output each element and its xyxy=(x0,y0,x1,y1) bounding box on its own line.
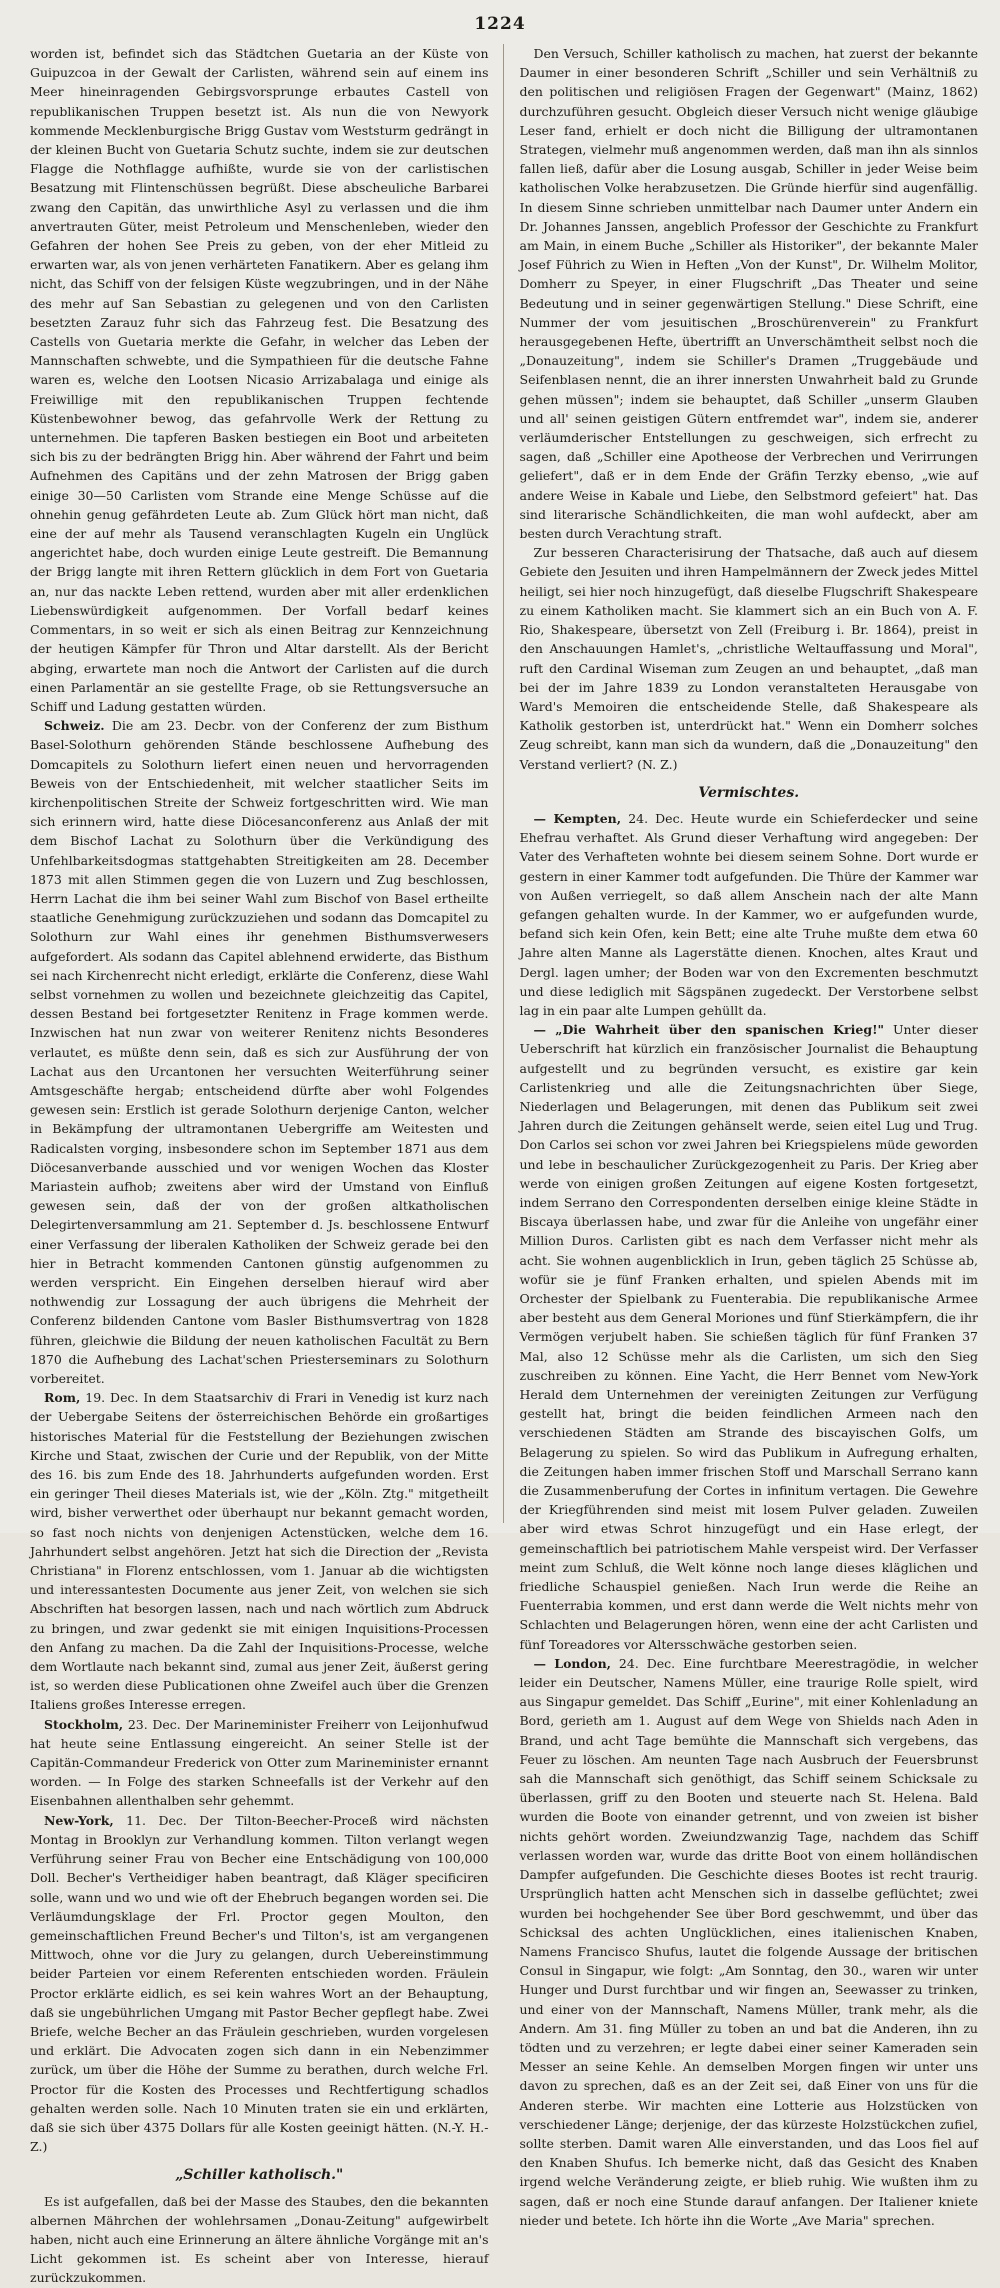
schiller-continuation: Den Versuch, Schiller katholisch zu machen, hat zuerst der bekannte Daumer in einer besonderen Schrift „Schiller und sein Verhältniß zu den politischen und religiösen Fragen der Gegenwart" (Mainz, 1862) durchzuführen gesucht. Obgleich dieser Versuch nicht wenige gläubige Leser fand, erhielt er doch nicht die Billigung der ultramontanen Strategen, vielmehr muß angenommen werden, daß man ihn als sinnlos fallen ließ, dafür aber die Losung ausgab, Schiller in jeder Weise beim katholischen Volke herabzusetzen. Die Gründe hierfür sind augenfällig. In diesem Sinne schrieben unmittelbar nach Daumer unter Andern ein Dr. Johannes Janssen, angeblich Professor der Geschichte zu Frankfurt am Main, in einem Buche „Schiller als Historiker", der bekannte Maler Josef Führich zu Wien in Heften „Von der Kunst", Dr. Wilhelm Molitor, Domherr zu Speyer, in einer Flugschrift „Das Theater und seine Bedeutung und in seiner gegenwärtigen Stellung." Diese Schrift, eine Nummer der vom jesuitischen „Broschürenverein" zu Frankfurt herausgegebenen Hefte, übertrifft an Unverschämtheit selbst noch die „Donauzeitung", indem sie Schiller's Dramen „Truggebäude und Seifenblasen nennt, die an ihrer innersten Unwahrheit bald zu Grunde gehen müssen"; indem sie behauptet, daß Schiller „unserm Glauben und all' seinen geistigen Gütern entfremdet war", indem sie, anderer verläumderischer Entstellungen zu geschweigen, sich erfrecht zu sagen, daß „Schiller eine Apotheose der Verbrechen und Verirrungen geliefert", daß er in dem Ende der Gräfin Terzky ebenso, „wie auf andere Weise in Kabale und Liebe, den Selbstmord gefeiert" hat. Das sind literarische Schändlichkeiten, die man wohl aufdeckt, aber am besten durch Verachtung straft. xyxy=(519,46,978,542)
wahrheit-text: Unter dieser Ueberschrift hat kürzlich ein französischer Journalist die Behauptung aufgestellt und zu begründen versucht, es existire gar kein Carlistenkrieg und alle die Zeitungsnachrichten über Siege, Niederlagen und Belagerungen, mit denen das Publikum seit zwei Jahren durch die Zeitungen gehänselt werde, seien eitel Lug und Trug. Don Carlos sei schon vor zwei Jahren bei Kriegspielens müde geworden und lebe in beschaulicher Zurückgezogenheit zu Paris. Der Krieg aber werde von einigen großen Zeitungen auf eigene Kosten fortgesetzt, indem Serrano den Correspondenten derselben einige kleine Städte in Biscaya überlassen habe, und zwar für die Anleihe von ungefähr einer Million Duros. Carlisten gibt es nach dem Verfasser nicht mehr als acht. Sie wohnen augenblicklich in Irun, geben täglich 25 Schüsse ab, wofür sie je fünf Franken erhalten, und spielen Abends mit im Orchester der Spielbank zu Fuenterabia. Die republikanische Armee aber besteht aus dem General Moriones und fünf Stierkämpfern, die ihr Vermögen verjubelt haben. Sie schießen täglich für fünf Franken 37 Mal, also 12 Schüsse mehr als die Carlisten, um sich den Sieg zuschreiben zu können. Eine Yacht, die Herr Bennet vom New-York Herald dem Unternehmen der vereinigten Zeitungen zur Verfügung gestellt hat, bringt die beiden feindlichen Armeen nach den verschiedenen Städten am Strande des biscayischen Golfs, um Belagerung zu spielen. So wird das Publikum in Aufregung erhalten, die Zeitungen haben immer frischen Stoff und Marschall Serrano kann die Zusammenberufung der Cortes in infinitum vertagen. Die Gewehre der Kriegführenden sind meist mit losem Pulver geladen. Zuweilen aber wird etwas Schrot hinzugefügt und ein Hase erlegt, der gemeinschaftlich bei patriotischem Mahle verspeist wird. Der Verfasser meint zum Schluß, die Welt könne noch lange dieses kläglichen und friedliche Schauspiel genießen. Nach Irun werde die Reihe an Fuenterrabia kommen, und erst dann werde die Welt nichts mehr von Schlachten und Belagerungen hören, wenn eine der acht Carlisten und fünf Toreadores vor Altersschwäche gestorben seien. xyxy=(519,1022,978,1652)
london-text: 24. Dec. Eine furchtbare Meerestragödie, in welcher leider ein Deutscher, Namens Müller, eine traurige Rolle spielt, wird aus Singapur gemeldet. Das Schiff „Eurine", mit einer Kohlenladung an Bord, gerieth am 1. August auf dem Wege von Shields nach Aden in Brand, und acht Tage bemühte die Mannschaft sich vergebens, das Feuer zu löschen. Am neunten Tage nach Ausbruch der Feuersbrunst sah die Mannschaft sich genöthigt, das Schiff seinem Schicksale zu überlassen, griff zu den Booten und steuerte nach St. Helena. Bald wurden die Boote von einander getrennt, und von zweien ist bisher nichts gehört worden. Zweiundzwanzig Tage, nachdem das Schiff verlassen worden war, wurde das dritte Boot von einem holländischen Dampfer aufgefunden. Die Geschichte dieses Bootes ist recht traurig. Ursprünglich hatten acht Menschen sich in dasselbe geflüchtet; zwei wurden bei hochgehender See über Bord geschwemmt, und über das Schicksal des achten Unglücklichen, eines italienischen Knaben, Namens Francisco Shufus, lautet die folgende Aussage der britischen Consul in Singapur, wie folgt: „Am Sonntag, den 30., waren wir unter Hunger und Durst furchtbar und wir fingen an, Seewasser zu trinken, und einer von der Mannschaft, Namens Müller, trank mehr, als die Andern. Am 31. fing Müller zu toben an und bat die Anderen, ihn zu tödten und zu verzehren; er legte dabei einer seiner Kameraden sein Messer an seine Kehle. An demselben Morgen fingen wir unter uns davon zu sprechen, daß es an der Zeit sei, daß Einer von uns für die Anderen sterbe. Wir machten eine Lotterie aus Holzstücken von verschiedener Länge; derjenige, der das kürzeste Holzstückchen zufiel, sollte sterben. Damit waren Alle einverstanden, und das Loos fiel auf den Knaben Shufus. Ich bemerke nicht, daß das Gesicht des Knaben irgend welche Veränderung zeigte, er blieb ruhig. Wie wußten ihm zu sagen, daß er noch eine Stunde darauf anfangen. Der Italiener kniete nieder und betete. Ich hörte ihn die Worte „Ave Maria" sprechen. xyxy=(519,1655,978,2228)
stockholm-dateline: Stockholm, xyxy=(44,1716,124,1732)
schiller-intro: Es ist aufgefallen, daß bei der Masse des Staubes, den die bekannten albernen Mährchen der wohlehrsamen „Donau-Zeitung" aufgewirbelt haben, nicht auch eine Erinnerung an ältere ähnliche Vorgänge mit an's Licht gekommen ist. Es scheint aber von Interesse, hierauf zurückzukommen. xyxy=(30,2193,489,2286)
page-number: 1224 xyxy=(474,14,526,34)
stockholm-text: 23. Dec. Der Marineminister Freiherr von Leijonhufwud hat heute seine Entlassung eingereicht. An seiner Stelle ist der Capitän-Commandeur Frederick von Otter zum Marineminister ernannt worden. — In Folge des starken Schneefalls ist der Verkehr auf den Eisenbahnen allenthalben sehr gehemmt. xyxy=(30,1716,489,1809)
kempten-article xyxy=(520,809,979,1020)
newyork-dateline: New-York, xyxy=(44,1812,114,1828)
schiller-heading: „Schiller katholisch." xyxy=(175,2167,344,2184)
wahrheit-article xyxy=(520,1020,979,1654)
rom-text: 19. Dec. In dem Staatsarchiv di Frari in Venedig ist kurz nach der Uebergabe Seitens der österreichischen Behörde ein großartiges historisches Material für die Feststellung der Beziehungen zwischen Kirche und Staat, zwischen der Curie und der Republik, von der Mitte des 16. bis zum Ende des 18. Jahrhunderts aufgefunden worden. Erst ein geringer Theil dieses Materials ist, wie der „Köln. Ztg." mitgetheilt wird, bisher verwerthet oder überhaupt nur bekannt gemacht worden, so fast noch nichts von denjenigen Actenstücken, welche dem 16. Jahrhundert selbst angehören. Jetzt hat sich die Direction der „Revista Christiana" in Florenz entschlossen, vom 1. Januar ab die wichtigsten und interessantesten Documente aus jener Zeit, von welchen sie sich Abschriften hat besorgen lassen, nach und nach wörtlich zum Abdruck zu bringen, und zwar gedenkt sie mit einigen Inquisitions-Processen den Anfang zu machen. Da die Zahl der Inquisitions-Processe, welche dem Wortlaute nach bekannt sind, zumal aus jener Zeit, äußerst gering ist, so werden diese Publicationen ohne Zweifel auch über die Grenzen Italiens großes Interesse erregen. xyxy=(30,1390,489,1713)
schweiz-dateline: Schweiz. xyxy=(44,718,105,734)
right-column xyxy=(519,44,979,2228)
left-column xyxy=(30,44,504,2286)
guetaria-article: worden ist, befindet sich das Städtchen Guetaria an der Küste von Guipuzcoa in der Gewalt der Carlisten, während sein auf einem ins Meer hineinragenden Gebirgsvorsprunge erbautes Castell von republikanischen Truppen besetzt ist. Als nun die von Newyork kommende Mecklenburgische Brigg Gustav vom Weststurm gedrängt in der kleinen Bucht von Guetaria Schutz suchte, indem sie zur deutschen Flagge die Nothflagge aufhißte, wurde sie von der carlistischen Besatzung mit Flintenschüssen begrüßt. Diese abscheuliche Barbarei zwang den Capitän, das unwirthliche Asyl zu verlassen und die ihm anvertrauten Güter, meist Petroleum und Menschenleben, wieder den Gefahren der hohen See Preis zu geben, von der eher Mitleid zu erwarten war, als von jenen verhärteten Fanatikern. Aber es gelang ihm nicht, das Schiff von der felsigen Küste wegzubringen, und in der Nähe des mehr auf San Sebastian zu gelegenen und von den Carlisten besetzten Zarauz fuhr sich das Fahrzeug fest. Die Besatzung des Castells von Guetaria merkte die Gefahr, in welcher das Leben der Mannschaften schwebte, und die Sympathieen für die deutsche Fahne waren es, welche den Lootsen Nicasio Arrizabalaga und einige als Freiwillige mit den republikanischen Truppen fechtende Küstenbewohner bewog, das gefahrvolle Werk der Rettung zu unternehmen. Die tapferen Basken bestiegen ein Boot und arbeiteten sich bis zu der bedrängten Brigg hin. Aber während der Fahrt und beim Aufnehmen des Capitäns und der zehn Matrosen der Brigg gaben einige 30—50 Carlisten vom Strande eine Menge Schüsse auf die ohnehin genug gefährdeten Leute ab. Zum Glück hört man nicht, daß eine der auf mehr als Tausend veranschlagten Kugeln ein Unglück angerichtet habe, doch wurden einige Leute gestreift. Die Bemannung der Brigg langte mit ihren Rettern glücklich in dem Fort von Guetaria an, nur das nackte Leben rettend, wurden aber mit aller erdenklichen Liebenswürdigkeit aufgenommen. Der Vorfall bedarf keines Commentars, in so weit er sich als einen Beitrag zur Kennzeichnung der heutigen Kämpfer für Thron und Altar darstellt. Als der Bericht abging, erwartete man noch die Antwort der Carlisten auf die durch einen Parlamentär an sie gestellte Frage, ob sie Rettungsversuche an Schiff und Ladung gestatten würden. xyxy=(30,46,489,714)
schweiz-article xyxy=(30,716,489,1388)
london-dateline: — London, xyxy=(533,1655,612,1671)
columns xyxy=(30,44,978,2286)
wahrheit-title: — „Die Wahrheit über den spanischen Krieg!" xyxy=(533,1022,885,1038)
rom-article xyxy=(30,1388,489,1714)
london-article xyxy=(520,1654,979,2230)
newyork-article xyxy=(30,1811,489,2157)
schweiz-text: Die am 23. Decbr. von der Conferenz der zum Bisthum Basel-Solothurn gehörenden Stände beschlossene Aufhebung des Domcapitels zu Solothurn liefert einen neuen und hervorragenden Beweis von der Entschiedenheit, mit welcher staatlicher Seits im kirchenpolitischen Streite der Schweiz fortgeschritten wird. Wie man sich erinnern wird, hatte diese Diöcesanconferenz aus Anlaß der mit dem Bischof Lachat zu Solothurn über die Verkündigung des Unfehlbarkeitsdogmas stattgehabten Streitigkeiten am 28. December 1873 mit allen Stimmen gegen die von Luzern und Zug beschlossen, Herrn Lachat die ihm bei seiner Wahl zum Bischof von Basel ertheilte staatliche Genehmigung zurückzuziehen und sodann das Domcapitel zu Solothurn zur Wahl eines ihr genehmen Bisthumsverwesers aufgefordert. Als sodann das Capitel ablehnend erwiderte, das Bisthum sei nach Kirchenrecht nicht erledigt, erklärte die Conferenz, diese Wahl selbst vornehmen zu wollen und bezeichnete gleichzeitig das Capitel, dessen Bestand bei fortgesetzter Renitenz in Frage kommen werde. Inzwischen hat nun zwar von weiterer Renitenz nichts Besonderes verlautet, es müßte denn sein, daß es sich zur Ausführung der von Lachat aus den Urcantonen her versuchten Weiterführung seiner Amtsgeschäfte hergab; entscheidend dürfte aber wohl Folgendes gewesen sein: Erstlich ist gerade Solothurn derjenige Canton, welcher in Bekämpfung der ultramontanen Uebergriffe am Weitesten und Radicalsten vorging, insbesondere schon im September 1871 aus dem Diöcesanverbande ausschied und vor wenigen Wochen das Kloster Mariastein aufhob; zweitens aber wird der Umstand von Einfluß gewesen sein, daß der von der großen altkatholischen Delegirtenversammlung am 21. September d. Js. beschlossene Entwurf einer Verfassung der liberalen Katholiken der Schweiz gerade bei den hier in Betracht kommenden Cantonen günstig aufgenommen zu werden verspricht. Ein Eingehen derselben hierauf wird aber nothwendig zur Lossagung der auch übrigens die Mehrheit der Conferenz bildenden Cantone vom Basler Bisthumsvertrag von 1828 führen, gleichwie die Bildung der neuen katholischen Facultät zu Bern 1870 die Aufhebung des Lachat'schen Priesterseminars zu Solothurn vorbereitet. xyxy=(30,718,489,1387)
stockholm-article xyxy=(30,1715,489,1811)
kempten-text: 24. Dec. Heute wurde ein Schieferdecker und seine Ehefrau verhaftet. Als Grund dieser Verhaftung wird angegeben: Der Vater des Verhafteten wohnte bei diesem seinem Sohne. Dort wurde er gestern in einer Kammer todt aufgefunden. Die Thüre der Kammer war von Außen verriegelt, so daß allem Anschein nach der alte Mann gefangen gehalten wurde. In der Kammer, wo er aufgefunden wurde, befand sich kein Ofen, kein Bett; eine alte Truhe mußte dem etwa 60 Jahre alten Manne als Lagerstätte dienen. Knochen, altes Kraut und Dergl. lagen umher; der Boden war von den Excrementen beschmutzt und diese lediglich mit Sägspänen zugedeckt. Der Verstorbene selbst lag in ein paar alte Lumpen gehüllt da. xyxy=(519,810,978,1018)
kempten-dateline: — Kempten, xyxy=(533,810,622,826)
shakespeare-paragraph: Zur besseren Characterisirung der Thatsache, daß auch auf diesem Gebiete den Jesuiten und ihren Hampelmännern der Zweck jedes Mittel heiligt, sei hier noch hinzugefügt, daß dieselbe Flugschrift Shakespeare zu einem Katholiken macht. Sie klammert sich an ein Buch von A. F. Rio, Shakespeare, übersetzt von Zell (Freiburg i. Br. 1864), preist in den Anschauungen Hamlet's, „christliche Weltauffassung und Moral", ruft den Cardinal Wiseman zum Zeugen an und behauptet, „daß man bei der im Jahre 1839 zu London veranstalteten Herausgabe von Ward's Memoiren die entscheidende Stelle, daß Shakespeare als Katholik gestorben ist, unterdrückt hat." Wenn ein Domherr solches Zeug schreibt, kann man sich da wundern, daß die „Donauzeitung" den Verstand verliert? (N. Z.) xyxy=(519,545,978,772)
vermischtes-heading: Vermischtes. xyxy=(698,784,800,801)
rom-dateline: Rom, xyxy=(44,1390,81,1406)
newyork-text: 11. Dec. Der Tilton-Beecher-Proceß wird nächsten Montag in Brooklyn zur Verhandlung kommen. Tilton verlangt wegen Verführung seiner Frau von Becher eine Entschädigung von 100,000 Doll. Becher's Vertheidiger haben beantragt, daß Kläger specificiren solle, wann und wo und wie oft der Ehebruch begangen worden sei. Die Verläumdungsklage der Frl. Proctor gegen Moulton, den gemeinschaftlichen Freund Becher's und Tilton's, ist am vergangenen Mittwoch, ohne vor die Jury zu gelangen, durch Uebereinstimmung beider Parteien vor einem Referenten entschieden worden. Fräulein Proctor erklärte eidlich, es sei kein wahres Wort an der Behauptung, daß sie ungebührlichen Umgang mit Pastor Becher gepflegt habe. Zwei Briefe, welche Becher an das Fräulein geschrieben, wurden vorgelesen und erklärt. Die Advocaten zogen sich dann in ein Nebenzimmer zurück, um über die Höhe der Summe zu berathen, durch welche Frl. Proctor für die Kosten des Processes und Rechtfertigung schadlos gehalten werden solle. Nach 10 Minuten traten sie ein und erklärten, daß sie sich über 4375 Dollars für alle Kosten geeinigt hätten. (N.-Y. H.-Z.) xyxy=(30,1812,489,2155)
